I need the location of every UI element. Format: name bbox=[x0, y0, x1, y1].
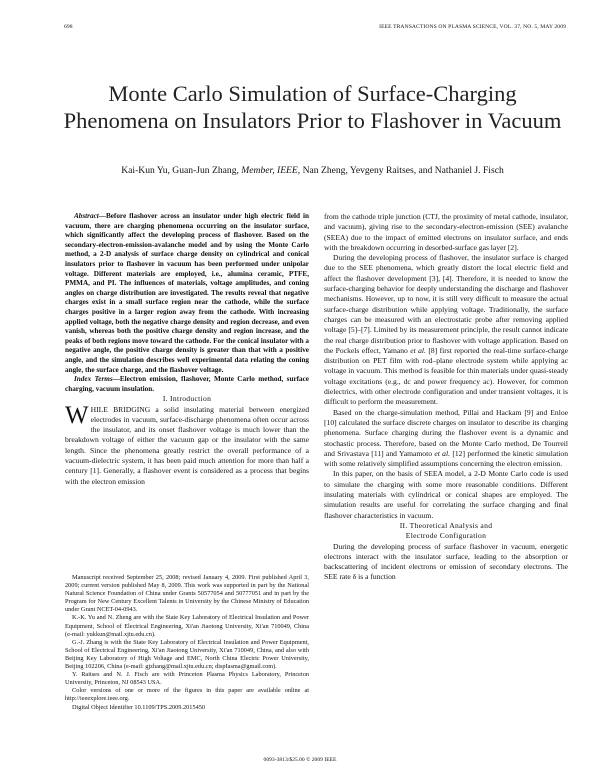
section-heading-theory bbox=[324, 521, 568, 531]
footnote-raitses-fisch: Y. Raitses and N. J. Fisch are with Princeton Plasma Physics Laboratory, Princeton University, Princeton, NJ 08543 USA. bbox=[65, 671, 309, 687]
authors-before: Kai-Kun Yu, Guan-Jun Zhang, bbox=[121, 165, 242, 176]
footnote-manuscript: Manuscript received September 25, 2008; revised January 4, 2009. First published April 3, 2009; current version published May 8, 2009. This work was supported in part by the National Natural Science Foundation of China under Grants 50577054 and 50777051 and in part by the Program for New Century Excellent Talents in University by the Chinese Ministry of Education under Grant NCET-04-0943. bbox=[65, 574, 309, 614]
footnote-doi: Digital Object Identifier 10.1109/TPS.2009.2015450 bbox=[72, 703, 206, 711]
section-heading-theory-2 bbox=[324, 531, 568, 541]
abstract-text: —Before flashover across an insulator under high electric field in vacuum, there are charging phenomena occurring on the insulator surface, which significantly affect the developing process of flashover. Based on the secondary-electron-emission-avalanche model and by using the Monte Carlo method, a 2-D analysis of surface charge density on cylindrical and conical insulators prior to flashover in vacuum has been performed under unipolar voltage. Different materials are employed, i.e., alumina ceramic, PTFE, PMMA, and PI. The influences of materials, voltage amplitudes, and coning angles on charge distribution are investigated. The results reveal that negative charges exist in a small surface region near the cathode, while the surface charges positive in a larger region away from the cathode. With increasing applied voltage, both the negative charge density and region decrease, and even vanish, whereas both the positive charge density and region increase, and the peaks of both regions move toward the cathode. For the conical insulator with a negative angle, the positive charge density is greater than that with a positive angle, and the simulation describes well experimental data relating the coning angle, the surface charge, and the flashover voltage. bbox=[65, 212, 309, 374]
abstract bbox=[65, 212, 309, 375]
intro-text: a solid insulating material between energized electrodes in vacuum, surface-discharge phenomena often occur across the insulator, and its onset flashover voltage is much lower than the breakdown voltage of either the vacuum gap or the insulator with the same length. Since the phenomena greatly restrict the overall performance of a vacuum-dielectric system, it has been paid much attention for more than half a century [1]. Generally, a flashover event is considered as a process that begins with the electron emission bbox=[65, 404, 310, 486]
right-p1-et-al: et al. bbox=[410, 345, 426, 355]
running-header bbox=[64, 24, 566, 34]
intro-first-word: HILE BRIDGING bbox=[90, 404, 151, 414]
right-paragraph-1 bbox=[324, 253, 568, 407]
drop-cap: W bbox=[65, 401, 89, 429]
paper-title: Monte Carlo Simulation of Surface-Charging Phenomena on Insulators Prior to Flashover in Vacuum bbox=[63, 81, 562, 133]
author-list bbox=[40, 165, 585, 177]
index-terms-text: —Electron emission, flashover, Monte Carlo method, surface charging, vacuum insulation. bbox=[65, 375, 309, 393]
section-heading-intro: I. Introduction bbox=[162, 394, 212, 404]
right-p2-et-al: et al. bbox=[434, 448, 450, 458]
authors-after: , Nan Zheng, Yevgeny Raitses, and Nathaniel J. Fisch bbox=[297, 165, 504, 176]
right-p2-rest: [12] performed the kinetic simulation with some relatively simplified assumptions concerning the electron emission. bbox=[324, 448, 569, 469]
right-p2-text: Based on the charge-simulation method, Pillai and Hackam [9] and Enloe [10] calculated the surface discrete charges on insulator to describe its charging phenomena. Surface charging during the flashover event is a dynamic and stochastic process. Therefore, based on the Monte Carlo method, De Tourreil and Srivastava [11] and Yamamoto bbox=[324, 407, 568, 458]
index-terms-label: Index Terms bbox=[74, 375, 113, 384]
right-paragraph-2 bbox=[324, 408, 568, 470]
section2-line2: Electrode Configuration bbox=[405, 531, 487, 541]
page-number: 698 bbox=[64, 24, 73, 30]
index-terms bbox=[65, 375, 309, 394]
section2-line1: II. Theoretical Analysis and bbox=[399, 520, 493, 530]
abstract-label: Abstract bbox=[74, 212, 99, 220]
footnote-yu-zheng: K.-K. Yu and N. Zheng are with the State Key Laboratory of Electrical Insulation and Power Equipment, School of Electrical Engineering, Xi'an Jiaotong University, Xi'an 710049, China (e-mail: yukkun@mail.xjtu.edu.cn). bbox=[65, 614, 309, 638]
copyright-footer: 0093-3813/$25.00 © 2009 IEEE bbox=[263, 757, 337, 763]
footnote-zhang: G.-J. Zhang is with the State Key Laboratory of Electrical Insulation and Power Equipment, School of Electrical Engineering, Xi'an Jiaotong University, Xi'an 710049, China, and also with Beijing Key Laboratory of High Voltage and EMC, North China Electric Power University, Beijing 102206, China (e-mail: gjzhang@mail.xjtu.edu.cn; dispIasma@gmail.com). bbox=[65, 638, 309, 671]
footnotes bbox=[65, 574, 309, 712]
journal-header: IEEE TRANSACTIONS ON PLASMA SCIENCE, VOL. 37, NO. 5, MAY 2009 bbox=[379, 24, 566, 30]
right-p1-rest: [8] first reported the real-time surface-charge distribution on PET film with rod–plane electrode system while applying ac voltage in vacuum. This method is feasible for thin materials under quasi-steady voltage excitations (e.g., dc and power frequency ac). However, for common dielectrics, with other electrode configuration and under transient voltages, it is difficult to perform the measurement. bbox=[324, 345, 569, 407]
author-role: Member, IEEE bbox=[241, 165, 298, 176]
right-paragraph-4: During the developing process of surface flashover in vacuum, energetic electrons interact with the insulator surface, leading to the absorption or backscattering of incident electrons or emission of secondary electrons. The SEE rate δ is a function bbox=[324, 541, 568, 582]
right-p1-text: During the developing process of flashover, the insulator surface is charged due to the SEE phenomena, which greatly distort the local electric field and affect the flashover development [3], [4]. Therefore, it is needed to know the surface-charging behavior for deeply understanding the discharge and flashover mechanisms. However, up to now, it is still very difficult to measure the actual surface-charge distribution while applying voltage. Traditionally, the surface charges can be measured with an electrostatic probe after removing applied voltage [5]–[7]. Limited by its measurement principle, the result cannot indicate the real charge distribution prior to flashover with voltage application. Based on the Pockels effect, Yamano bbox=[324, 253, 568, 355]
right-paragraph-3: In this paper, on the basis of SEEA model, a 2-D Monte Carlo code is used to simulate the charging with some more reasonable conditions. Different insulating materials with cylindrical or conical shapes are employed. The simulation results are useful for correlating the surface charging and final flashover characteristics in vacuum. bbox=[324, 469, 568, 520]
footnote-color: Color versions of one or more of the figures in this paper are available online at http://ieeexplore.ieee.org. bbox=[65, 687, 309, 703]
right-paragraph-0: from the cathode triple junction (CTJ, the proximity of metal cathode, insulator, and vacuum), giving rise to the secondary-electron-emission (SEE) avalanche (SEEA) due to the impact of emitted electrons on insulator surface, and ends with the breakdown occurring in desorbed-surface gas layer [2]. bbox=[324, 212, 568, 252]
right-column bbox=[324, 212, 568, 583]
left-column bbox=[65, 212, 309, 487]
intro-paragraph bbox=[65, 401, 310, 487]
